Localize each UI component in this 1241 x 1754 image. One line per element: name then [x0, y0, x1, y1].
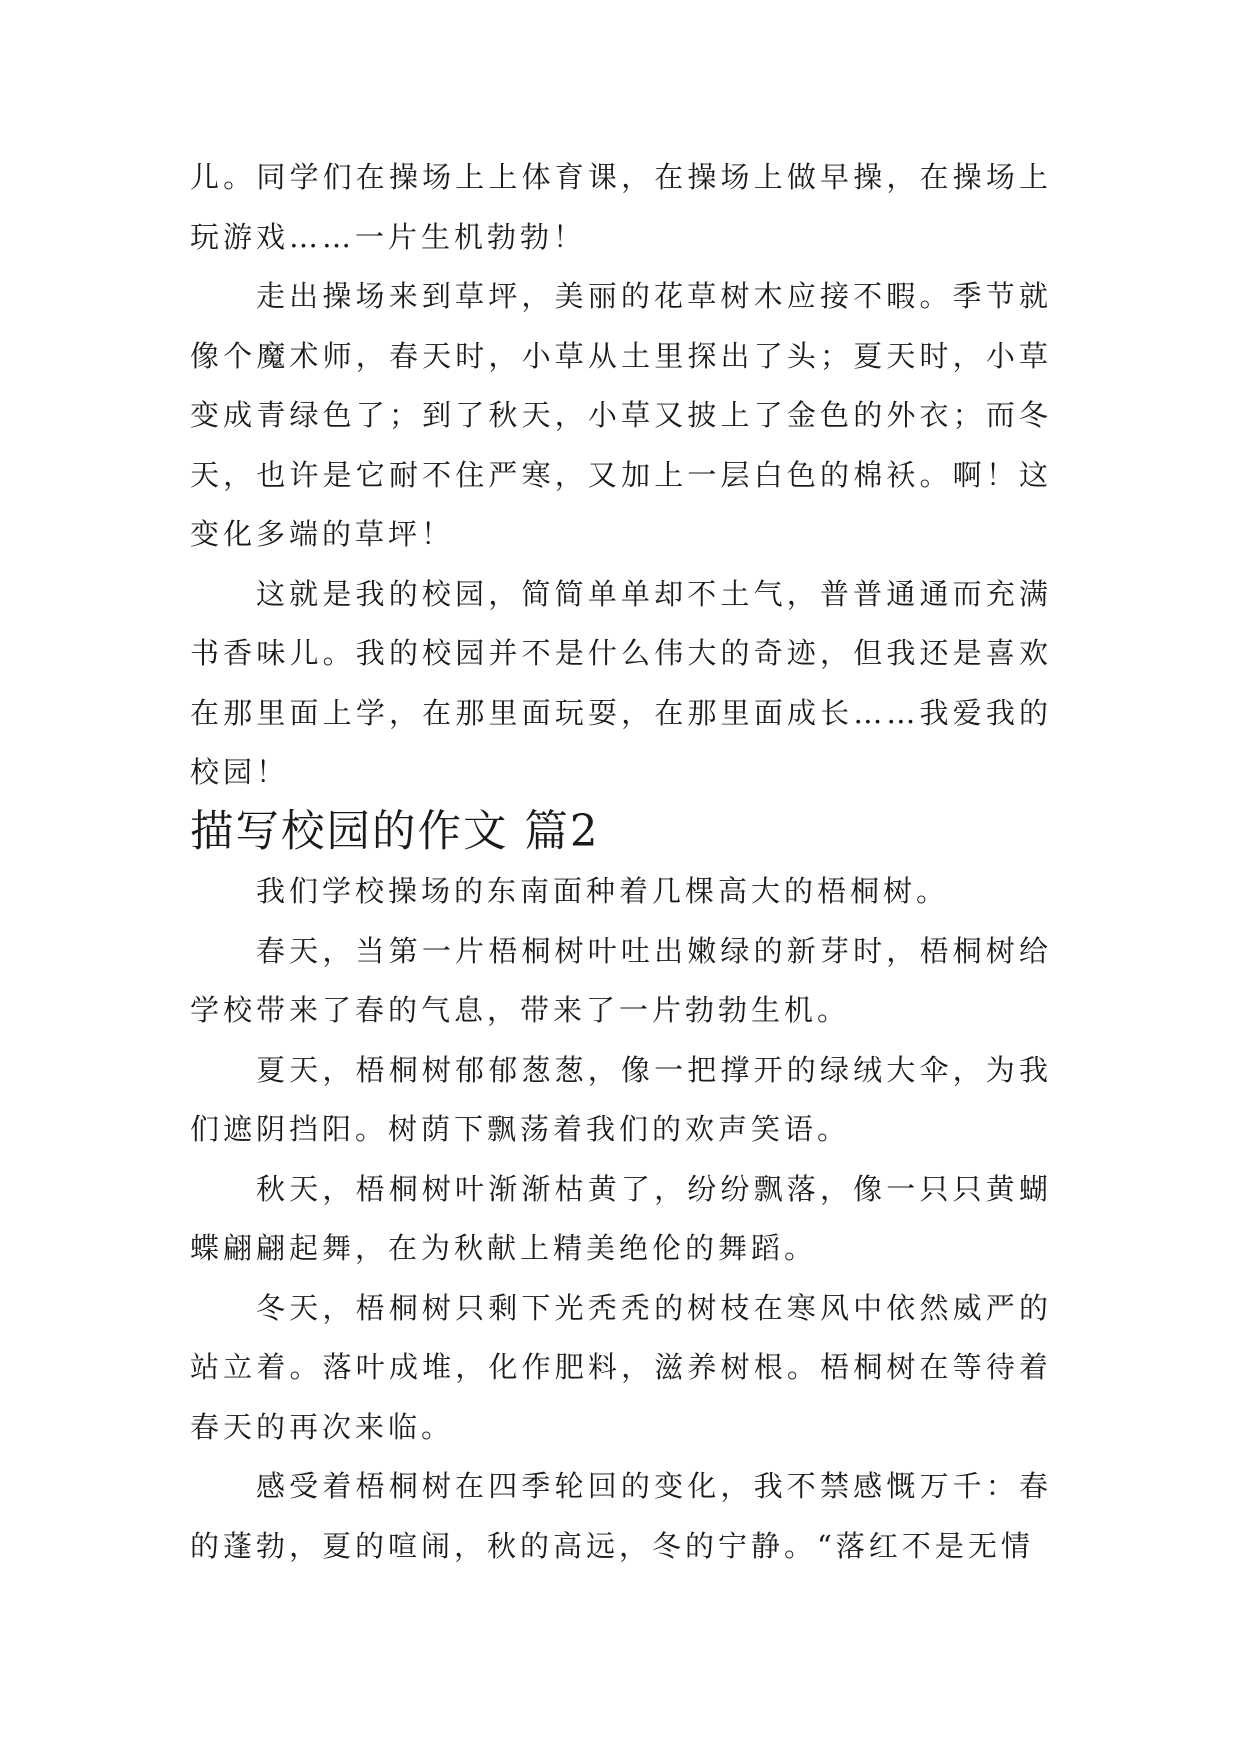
paragraph-campus: 这就是我的校园，简简单单却不土气，普普通通而充满书香味儿。我的校园并不是什么伟大的奇迹，但我还是喜欢在那里面上学，在那里面玩耍，在那里面成长……我爱我的校园！	[190, 576, 1052, 789]
section-heading: 描写校园的作文 篇2	[190, 806, 600, 857]
paragraph-summer: 夏天，梧桐树郁郁葱葱，像一把撑开的绿绒大伞，为我们遮阴挡阳。树荫下飘荡着我们的欢声笑语。	[190, 1052, 1052, 1146]
paragraph-autumn: 秋天，梧桐树叶渐渐枯黄了，纷纷飘落，像一只只黄蝴蝶翩翩起舞，在为秋献上精美绝伦的舞蹈。	[190, 1171, 1052, 1265]
paragraph-intro: 我们学校操场的东南面种着几棵高大的梧桐树。	[256, 874, 950, 908]
document-body	[190, 148, 1052, 1576]
paragraph-spring: 春天，当第一片梧桐树叶吐出嫩绿的新芽时，梧桐树给学校带来了春的气息，带来了一片勃勃生机。	[190, 933, 1052, 1027]
paragraph-lawn: 走出操场来到草坪，美丽的花草树木应接不暇。季节就像个魔术师，春天时，小草从土里探出了头；夏天时，小草变成青绿色了；到了秋天，小草又披上了金色的外衣；而冬天，也许是它耐不住严寒，又加上一层白色的棉袄。啊！这变化多端的草坪！	[190, 279, 1052, 551]
paragraph-continued: 儿。同学们在操场上上体育课，在操场上做早操，在操场上玩游戏……一片生机勃勃！	[190, 160, 1052, 254]
paragraph-reflection: 感受着梧桐树在四季轮回的变化，我不禁感慨万千：春的蓬勃，夏的喧闹，秋的高远，冬的宁静。“落红不是无情	[190, 1469, 1052, 1563]
paragraph-winter: 冬天，梧桐树只剩下光秃秃的树枝在寒风中依然威严的站立着。落叶成堆，化作肥料，滋养树根。梧桐树在等待着春天的再次来临。	[190, 1290, 1052, 1444]
